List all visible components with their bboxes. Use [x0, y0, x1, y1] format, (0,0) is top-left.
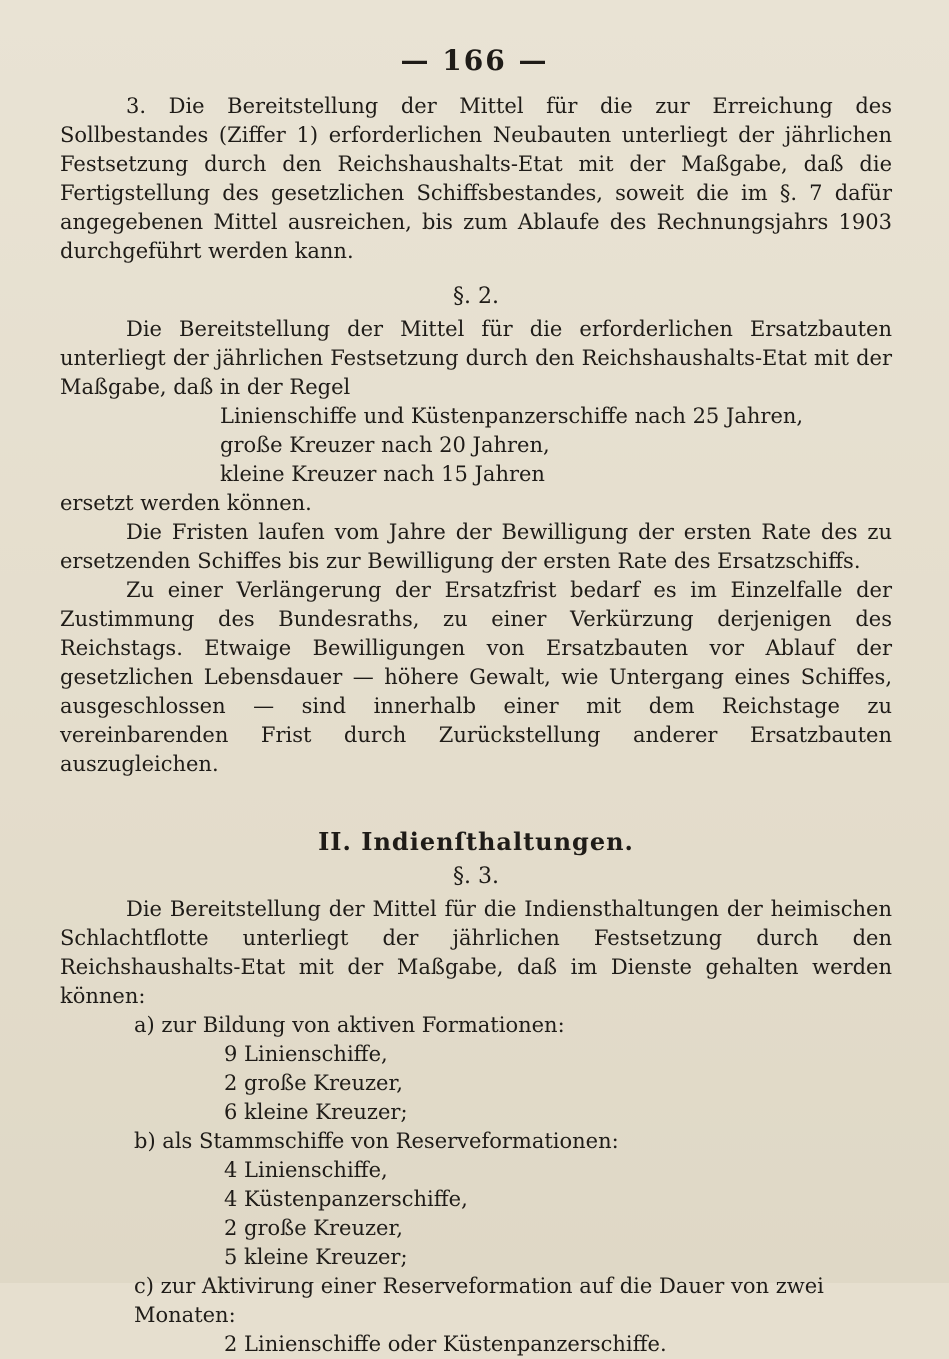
list-item: kleine Kreuzer nach 15 Jahren	[220, 462, 545, 486]
list-item: 6 kleine Kreuzer;	[224, 1100, 408, 1124]
list-c	[60, 1330, 892, 1359]
chapter-heading: II. Indienſthaltungen.	[318, 827, 634, 856]
list-item: Linienschiffe und Küstenpanzerschiffe nach 25 Jahren,	[220, 404, 804, 428]
list-item: 4 Linienschiffe,	[224, 1158, 388, 1182]
list-item: 2 große Kreuzer,	[224, 1071, 403, 1095]
replacement-periods-list	[60, 402, 892, 489]
list-item: 2 große Kreuzer,	[224, 1216, 403, 1240]
list-item: 2 Linienschiffe oder Küstenpanzerschiffe.	[224, 1332, 667, 1356]
list-item: große Kreuzer nach 20 Jahren,	[220, 433, 550, 457]
paragraph-3: 3. Die Bereitstellung der Mittel für die zur Erreichung des Sollbestandes (Ziffer 1) erforderlichen Neubauten unterliegt der jährlichen Festsetzung durch den Reichshaushalts-Etat mit der Maßgabe, daß die Fertigstellung des gesetzlichen Schiffsbestandes, soweit die im §. 7 dafür angegebenen Mittel ausreichen, bis zum Ablaufe des Rechnungsjahrs 1903 durchgeführt werden kann.	[60, 94, 892, 263]
list-label-a: a) zur Bildung von aktiven Formationen:	[134, 1013, 565, 1037]
list-a	[60, 1040, 892, 1127]
page-body	[60, 92, 892, 1359]
list-label-c: c) zur Aktivirung einer Reserveformation auf die Dauer von zwei Monaten:	[134, 1274, 824, 1327]
section-2-paragraph-2: Die Fristen laufen vom Jahre der Bewilligung der ersten Rate des zu ersetzenden Schiffes bis zur Bewilligung der ersten Rate des Ersatzschiffs.	[60, 520, 892, 573]
section-2-intro: Die Bereitstellung der Mittel für die erforderlichen Ersatzbauten unterliegt der jährlichen Festsetzung durch den Reichshaushalts-Etat mit der Maßgabe, daß in der Regel	[60, 317, 892, 399]
section-2-heading: §. 2.	[453, 284, 499, 309]
list-item: 5 kleine Kreuzer;	[224, 1245, 408, 1269]
section-3-intro: Die Bereitstellung der Mittel für die Indiensthaltungen der heimischen Schlachtflotte unterliegt der jährlichen Festsetzung durch den Reichshaushalts-Etat mit der Maßgabe, daß im Dienste gehalten werden können:	[60, 897, 892, 1008]
list-item: 4 Küstenpanzerschiffe,	[224, 1187, 468, 1211]
section-2-after-list: ersetzt werden können.	[60, 491, 312, 515]
section-2-paragraph-3: Zu einer Verlängerung der Ersatzfrist bedarf es im Einzelfalle der Zustimmung des Bundesraths, zu einer Verkürzung derjenigen des Reichstags. Etwaige Bewilligungen von Ersatzbauten vor Ablauf der gesetzlichen Lebensdauer — höhere Gewalt, wie Untergang eines Schiffes, ausgeschlossen — sind innerhalb einer mit dem Reichstage zu vereinbarenden Frist durch Zurückstellung anderer Ersatzbauten auszugleichen.	[60, 578, 892, 776]
page-number: — 166 —	[400, 44, 549, 77]
list-item: 9 Linienschiffe,	[224, 1042, 388, 1066]
list-b	[60, 1156, 892, 1272]
section-3-heading: §. 3.	[453, 864, 499, 889]
list-label-b: b) als Stammschiffe von Reserveformationen:	[134, 1129, 619, 1153]
